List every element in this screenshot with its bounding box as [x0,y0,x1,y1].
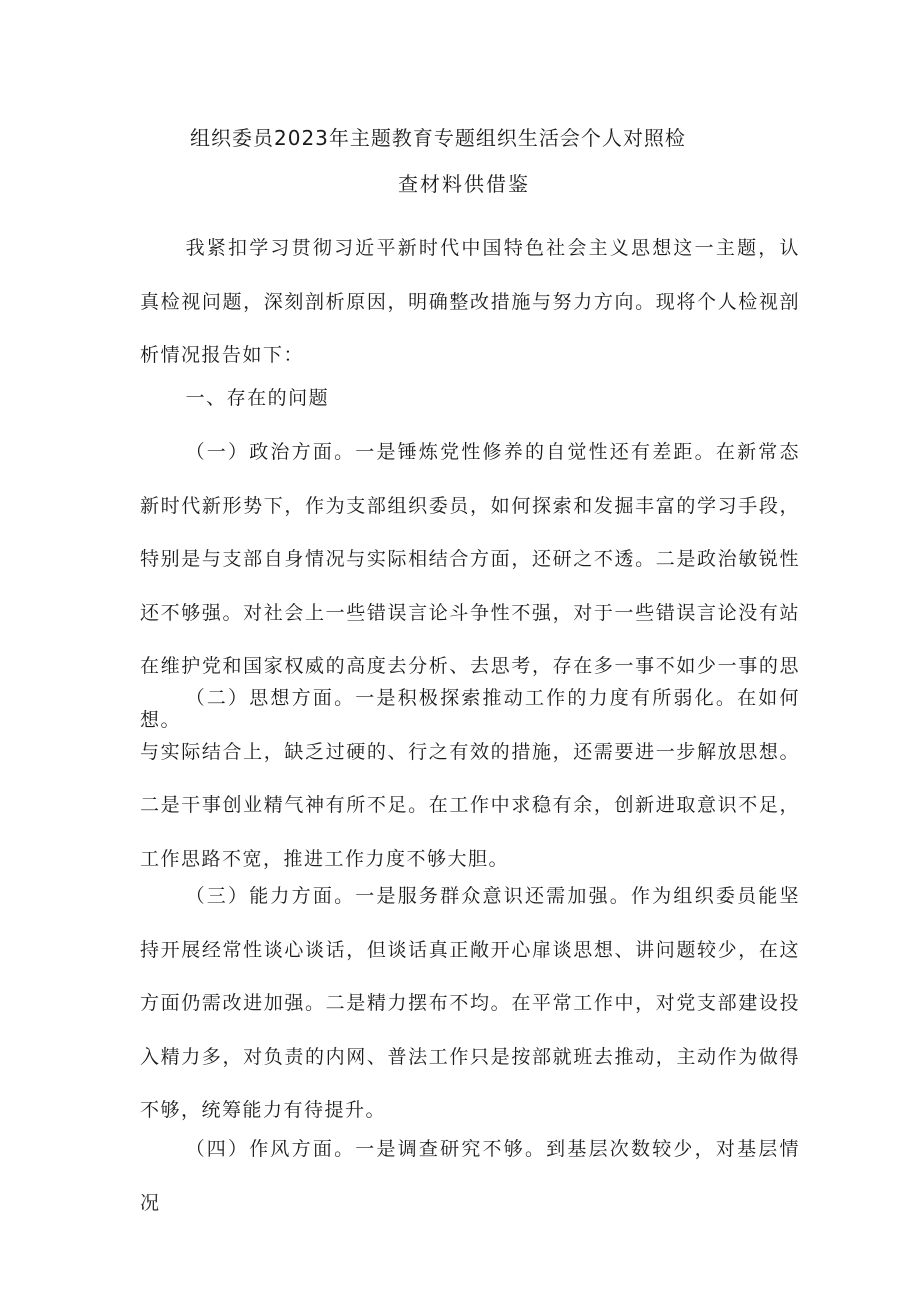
paragraph-ability: （三）能力方面。一是服务群众意识还需加强。作为组织委员能坚持开展经常性谈心谈话，但谈话真正敞开心扉谈思想、讲问题较少，在这方面仍需改进加强。二是精力摆布不均。在平常工作中，对党支部建设投入精力多，对负责的内网、普法工作只是按部就班去推动，主动作为做得不够，统筹能力有待提升。 [140,885,800,1121]
title-line-2: 查材料供借鉴 [398,172,530,196]
paragraph-style: （四）作风方面。一是调查研究不够。到基层次数较少，对基层情况 [140,1138,800,1214]
paragraph-political: （一）政治方面。一是锤炼党性修养的自觉性还有差距。在新常态新时代新形势下，作为支部组织委员，如何探索和发掘丰富的学习手段，特别是与支部自身情况与实际相结合方面，还研之不透。二是政治敏锐性还不够强。对社会上一些错误言论斗争性不强，对于一些错误言论没有站在维护党和国家权威的高度去分析、去思考，存在多一事不如少一事的思想。 [140,441,800,731]
document-title [140,120,790,202]
intro-paragraph: 我紧扣学习贯彻习近平新时代中国特色社会主义思想这一主题，认真检视问题，深刻剖析原因，明确整改措施与努力方向。现将个人检视剖析情况报告如下： [140,237,800,366]
title-line-1: 组织委员2023年主题教育专题组织生活会个人对照检 [190,126,686,150]
section-heading-problems: 一、存在的问题 [185,387,330,409]
paragraph-thinking: （二）思想方面。一是积极探索推动工作的力度有所弱化。在如何与实际结合上，缺乏过硬的、行之有效的措施，还需要进一步解放思想。二是干事创业精气神有所不足。在工作中求稳有余，创新进取意识不足，工作思路不宽，推进工作力度不够大胆。 [140,687,800,870]
